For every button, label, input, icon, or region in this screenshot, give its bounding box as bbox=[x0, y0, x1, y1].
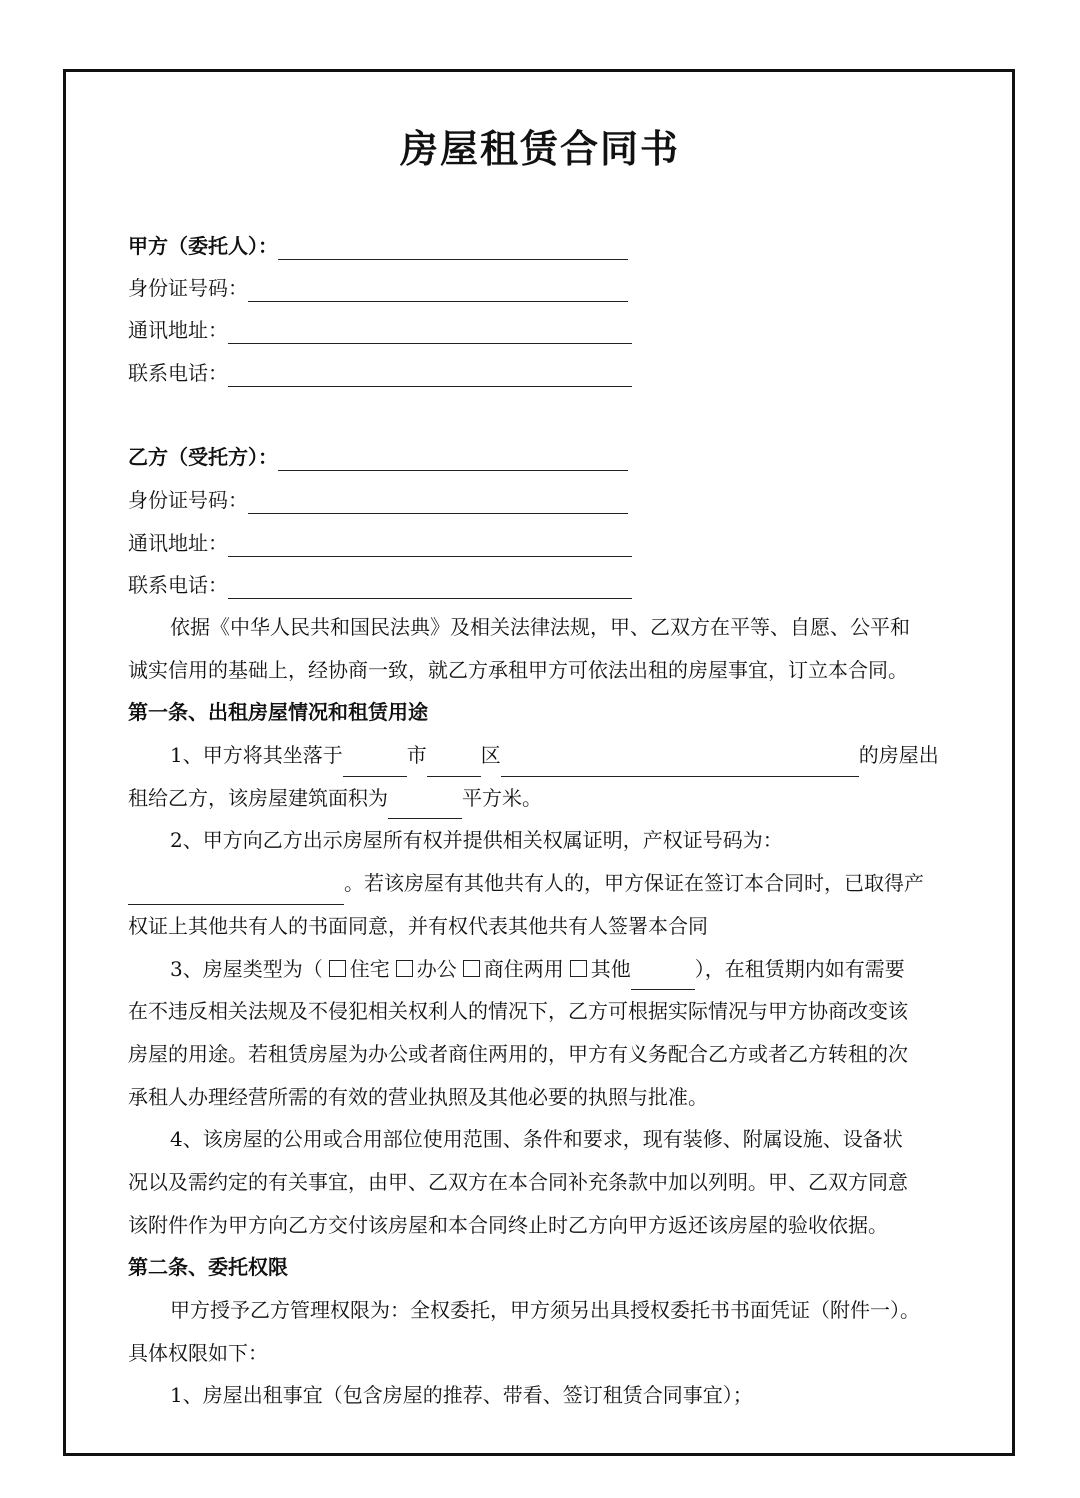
party-a-address-field[interactable] bbox=[228, 321, 632, 344]
party-a-label: 甲方（委托人）： bbox=[128, 234, 278, 258]
party-b-address-row bbox=[128, 529, 632, 557]
clause-3-suffix: ），在租赁期内如有需要 bbox=[694, 956, 905, 981]
party-b-address-label: 通讯地址： bbox=[128, 531, 228, 555]
clause-2-text: 。若该房屋有其他共有人的，甲方保证在签订本合同时，已取得产 bbox=[344, 871, 924, 896]
party-a-id-field[interactable] bbox=[248, 279, 628, 302]
party-a-phone-field[interactable] bbox=[228, 364, 632, 387]
party-a-phone-label: 联系电话： bbox=[128, 361, 228, 385]
party-b-id-field[interactable] bbox=[248, 491, 628, 514]
district-field[interactable] bbox=[427, 754, 481, 777]
article-1-clause-3-line-2: 在不违反相关法规及不侵犯相关权利人的情况下，乙方可根据实际情况与甲方协商改变该 bbox=[128, 999, 908, 1024]
article-1-heading: 第一条、出租房屋情况和租赁用途 bbox=[128, 700, 428, 725]
article-1-clause-3 bbox=[128, 948, 974, 991]
clause-1-text-a: 1、甲方将其坐落于 bbox=[170, 743, 343, 768]
location-field[interactable] bbox=[501, 754, 859, 777]
party-b-label: 乙方（受托方）： bbox=[128, 445, 278, 469]
clause-1-area-unit: 平方米。 bbox=[462, 785, 542, 810]
article-1-clause-1-line-2 bbox=[128, 777, 974, 820]
clause-1-text-b: 的房屋出 bbox=[858, 743, 939, 768]
party-b-name-field[interactable] bbox=[278, 448, 628, 471]
checkbox-office[interactable] bbox=[396, 960, 413, 977]
article-1-clause-3-line-4: 承租人办理经营所需的有效的营业执照及其他必要的执照与批准。 bbox=[128, 1084, 708, 1109]
option-office: 办公 bbox=[416, 956, 457, 981]
document-title: 房屋租赁合同书 bbox=[399, 126, 680, 171]
other-type-field[interactable] bbox=[631, 967, 695, 990]
party-a-phone-row bbox=[128, 359, 632, 387]
party-a-name-field[interactable] bbox=[278, 237, 628, 260]
checkbox-residential[interactable] bbox=[329, 960, 346, 977]
article-2-line-1: 甲方授予乙方管理权限为：全权委托，甲方须另出具授权委托书书面凭证（附件一）。 bbox=[170, 1298, 920, 1322]
party-b-phone-row bbox=[128, 571, 632, 599]
contract-body bbox=[128, 606, 974, 1417]
option-mixed-use: 商住两用 bbox=[483, 956, 564, 981]
checkbox-other[interactable] bbox=[570, 960, 587, 977]
city-label: 市 bbox=[406, 743, 427, 768]
article-1-clause-2-line-2 bbox=[128, 862, 974, 905]
city-field[interactable] bbox=[343, 754, 407, 777]
intro-line-2: 诚实信用的基础上，经协商一致，就乙方承租甲方可依法出租的房屋事宜，订立本合同。 bbox=[128, 657, 908, 682]
article-1-clause-4-line-2: 况以及需约定的有关事宜，由甲、乙双方在本合同补充条款中加以列明。甲、乙双方同意 bbox=[128, 1169, 908, 1194]
article-1-clause-2: 2、甲方向乙方出示房屋所有权并提供相关权属证明，产权证号码为： bbox=[170, 828, 783, 853]
area-field[interactable] bbox=[388, 796, 462, 819]
article-1-clause-3-line-3: 房屋的用途。若租赁房屋为办公或者商住两用的，甲方有义务配合乙方或者乙方转租的次 bbox=[128, 1041, 908, 1066]
party-a-address-row bbox=[128, 316, 632, 344]
party-b-id-label: 身份证号码： bbox=[128, 488, 248, 512]
party-b-phone-field[interactable] bbox=[228, 576, 632, 599]
party-a-id-row bbox=[128, 274, 628, 302]
party-b-id-row bbox=[128, 486, 628, 514]
option-residential: 住宅 bbox=[349, 956, 390, 981]
party-a-row bbox=[128, 232, 628, 260]
article-2-heading: 第二条、委托权限 bbox=[128, 1255, 288, 1280]
property-cert-field[interactable] bbox=[128, 882, 344, 905]
article-1-clause-1 bbox=[128, 734, 974, 777]
party-a-address-label: 通讯地址： bbox=[128, 318, 228, 342]
party-b-phone-label: 联系电话： bbox=[128, 573, 228, 597]
clause-3-prefix: 3、房屋类型为（ bbox=[170, 956, 323, 981]
intro-line-1: 依据《中华人民共和国民法典》及相关法律法规，甲、乙双方在平等、自愿、公平和 bbox=[170, 615, 910, 639]
option-other: 其他 bbox=[590, 956, 631, 981]
district-label: 区 bbox=[480, 743, 501, 768]
article-1-clause-4: 4、该房屋的公用或合用部位使用范围、条件和要求，现有装修、附属设施、设备状 bbox=[170, 1127, 903, 1152]
article-2-line-2: 具体权限如下： bbox=[128, 1340, 268, 1365]
party-b-address-field[interactable] bbox=[228, 534, 632, 557]
party-a-id-label: 身份证号码： bbox=[128, 276, 248, 300]
article-2-item-1: 1、房屋出租事宜（包含房屋的推荐、带看、签订租赁合同事宜）； bbox=[170, 1383, 753, 1408]
article-1-clause-2-line-3: 权证上其他共有人的书面同意，并有权代表其他共有人签署本合同 bbox=[128, 913, 708, 938]
article-1-clause-4-line-3: 该附件作为甲方向乙方交付该房屋和本合同终止时乙方向甲方返还该房屋的验收依据。 bbox=[128, 1212, 888, 1237]
checkbox-mixed-use[interactable] bbox=[463, 960, 480, 977]
clause-1-area-text: 租给乙方，该房屋建筑面积为 bbox=[128, 785, 388, 810]
party-b-row bbox=[128, 443, 628, 471]
